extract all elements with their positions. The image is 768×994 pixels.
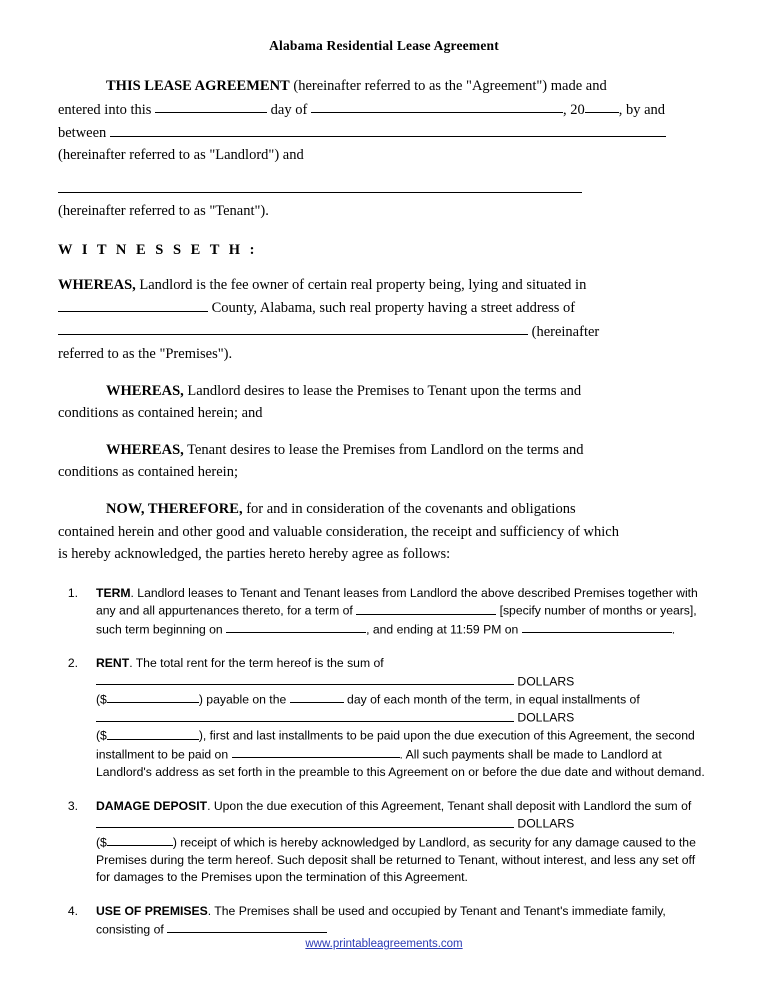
blank-landlord-name[interactable] [110, 122, 666, 137]
clause-use-title: USE OF PREMISES [96, 904, 208, 919]
recital-1-line-3 [58, 321, 710, 342]
recital-4-line-2: contained herein and other good and valuable consideration, the receipt and sufficiency of which [58, 523, 619, 540]
spacer [58, 168, 710, 178]
preamble-line-1-text: (hereinafter referred to as the "Agreement") made and [289, 78, 607, 94]
blank-month[interactable] [311, 99, 563, 114]
clause-rent-installment-line-2 [96, 727, 710, 781]
clause-damage-deposit [58, 798, 710, 888]
blank-county[interactable] [58, 297, 208, 312]
recital-1-text-a: Landlord is the fee owner of certain real property being, lying and situated in [135, 276, 587, 293]
recital-3-text-a: Tenant desires to lease the Premises from Landlord on the terms and [183, 441, 584, 458]
spacer [58, 485, 710, 499]
recital-2 [58, 381, 710, 424]
recital-4-line-3: is hereby acknowledged, the parties hereto hereby agree as follows: [58, 546, 451, 563]
clause-term-text [96, 585, 710, 639]
recital-4 [58, 499, 710, 565]
clause-deposit-title: DAMAGE DEPOSIT [96, 798, 208, 813]
clause-rent-intro [96, 655, 710, 673]
clause-term-seg4: . [671, 622, 676, 637]
blank-deposit-words[interactable] [96, 815, 514, 828]
clause-body [88, 655, 710, 782]
clause-rent-seg1: . The total rent for the term hereof is the sum of [129, 655, 384, 670]
clause-number: 1. [67, 585, 78, 600]
recital-2-lead: WHEREAS, [106, 382, 184, 399]
preamble-entered-into: entered into this [58, 101, 152, 118]
page-title: Alabama Residential Lease Agreement [269, 38, 499, 53]
recital-4-text-a: for and in consideration of the covenants and obligations [242, 500, 576, 517]
clause-use-seg1: . The Premises shall be used and occupied by Tenant and Tenant's immediate family, consisting of [96, 904, 666, 937]
recital-1-line-2 [58, 297, 710, 318]
clause-term-seg3: , and ending at 11:59 PM on [366, 622, 519, 637]
recital-4-lead: NOW, THEREFORE, [106, 500, 243, 517]
clause-rent-title: RENT [96, 655, 130, 670]
recital-1-line-1 [58, 275, 710, 296]
clause-body [88, 903, 710, 939]
recital-1-lead: WHEREAS, [58, 276, 136, 293]
preamble-year-prefix: , 20 [562, 101, 585, 118]
lease-agreement-lead: THIS LEASE AGREEMENT [106, 78, 290, 94]
clause-deposit-dollars: DOLLARS [517, 816, 575, 831]
clause-rent-seg4: day of each month of the term, in equal installments of [347, 692, 640, 707]
preamble-line-5: (hereinafter referred to as "Tenant"). [58, 203, 269, 220]
clause-term-title: TERM [96, 585, 131, 600]
blank-total-rent-figure[interactable] [107, 691, 199, 704]
clause-deposit-amount-line-1 [96, 815, 710, 833]
clause-deposit-seg1: . Upon the due execution of this Agreement, Tenant shall deposit with Landlord the sum of [207, 798, 692, 813]
preamble-line-2 [58, 99, 710, 120]
recital-3-line-1 [58, 440, 710, 461]
clause-deposit-intro [96, 798, 710, 816]
recital-1-line-4: referred to as the "Premises"). [58, 346, 233, 363]
recital-1-text-b: County, Alabama, such real property having a street address of [211, 300, 576, 317]
witnesseth-heading: W I T N E S S E T H : [58, 241, 258, 258]
recital-2-line-1 [58, 381, 710, 402]
clause-rent-seg7: . All such payments shall be made to Landlord at Landlord's address as set forth in the preamble to this Agreement on or before the due date and without demand. [96, 747, 705, 779]
spacer [58, 426, 710, 440]
clause-rent-seg3: ) payable on the [198, 692, 287, 707]
clause-number: 2. [67, 655, 78, 670]
blank-day[interactable] [155, 99, 267, 114]
blank-due-day[interactable] [290, 691, 344, 704]
blank-installment-figure[interactable] [107, 727, 199, 740]
recital-1-text-c: (hereinafter [531, 323, 600, 340]
clause-use-text [96, 903, 710, 939]
clause-rent-dollars-1: DOLLARS [517, 674, 575, 689]
blank-term-begin[interactable] [226, 621, 366, 634]
clause-term-seg2: [specify number of months or years], such term beginning on [96, 603, 697, 637]
clause-number: 3. [67, 798, 78, 813]
preamble-line-3 [58, 122, 710, 143]
clauses-section [58, 585, 710, 939]
clause-rent-installment-line-1 [96, 709, 710, 727]
recital-3-line-2: conditions as contained herein; [58, 464, 238, 481]
clause-number: 4. [67, 904, 78, 919]
clause-rent-seg6: ), first and last installments to be paid upon the due execution of this Agreement, the second installment to be paid on [96, 728, 695, 762]
clause-rent-seg5: ($ [96, 728, 107, 743]
preamble-between: between [58, 124, 107, 141]
recital-3-lead: WHEREAS, [106, 441, 184, 458]
clause-use-of-premises [58, 903, 710, 939]
blank-installment-words[interactable] [96, 709, 514, 722]
clause-body [88, 798, 710, 888]
blank-term-length[interactable] [356, 602, 496, 615]
blank-term-end[interactable] [522, 621, 672, 634]
clause-deposit-seg2: ($ [96, 835, 107, 850]
clause-rent-amount-line-2 [96, 691, 710, 709]
clause-deposit-amount-line-2 [96, 834, 710, 888]
recital-2-line-2: conditions as contained herein; and [58, 405, 263, 422]
footer-website-link[interactable]: www.printableagreements.com [305, 938, 463, 950]
clause-body [88, 585, 710, 639]
clause-term-seg1: . Landlord leases to Tenant and Tenant leases from Landlord the above described Premises together with any and all appurtenances thereto, for a term of [96, 585, 698, 618]
blank-second-installment-date[interactable] [232, 746, 400, 759]
blank-tenant-name[interactable] [58, 178, 582, 193]
blank-occupants[interactable] [167, 921, 327, 934]
blank-deposit-figure[interactable] [107, 834, 173, 847]
preamble-line-1 [58, 76, 710, 97]
recital-3 [58, 440, 710, 483]
preamble-by-and: , by and [618, 101, 665, 118]
recital-2-text-a: Landlord desires to lease the Premises to Tenant upon the terms and [183, 382, 582, 399]
blank-total-rent-words[interactable] [96, 673, 514, 686]
recital-1 [58, 275, 710, 365]
preamble-day-of: day of [270, 101, 308, 118]
preamble-section [58, 76, 710, 222]
blank-tenant-name-row [58, 178, 710, 199]
blank-year[interactable] [585, 99, 619, 114]
footer [0, 938, 768, 950]
clause-rent [58, 655, 710, 782]
clause-deposit-seg3: ) receipt of which is hereby acknowledged by Landlord, as security for any damage caused to the Premises during the term hereof. Such deposit shall be returned to Tenant, without interest, and less any set off for damages to the Premises upon the termination of this Agreement. [96, 835, 696, 885]
recital-4-line-1 [58, 499, 710, 520]
preamble-line-4: (hereinafter referred to as "Landlord") and [58, 147, 304, 164]
clause-rent-dollars-2: DOLLARS [517, 710, 575, 725]
spacer [58, 367, 710, 381]
blank-street-address[interactable] [58, 321, 528, 336]
clause-rent-amount-line-1 [96, 673, 710, 691]
clause-rent-seg2: ($ [96, 692, 107, 707]
clause-term [58, 585, 710, 639]
